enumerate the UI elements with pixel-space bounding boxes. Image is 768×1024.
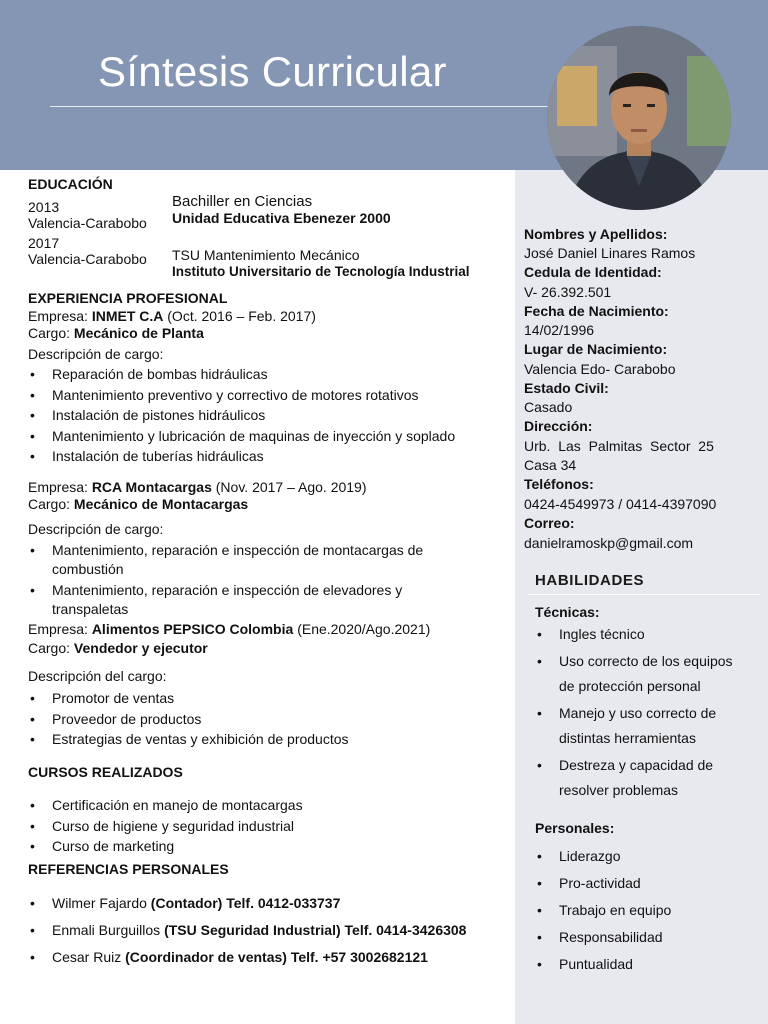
birthdate-value: 14/02/1996 bbox=[524, 322, 595, 338]
header-divider bbox=[50, 106, 550, 107]
name-value: José Daniel Linares Ramos bbox=[524, 245, 696, 261]
skill-line: Manejo y uso correcto de bbox=[559, 704, 717, 721]
job-desc-label: Descripción del cargo: bbox=[28, 668, 167, 684]
list-item bbox=[28, 920, 515, 940]
list-item: • Instalación de tuberías hidráulicas bbox=[28, 446, 508, 467]
skills-divider bbox=[528, 594, 760, 595]
name-label: Nombres y Apellidos: bbox=[524, 226, 668, 242]
reference-name: Enmali Burguillos bbox=[52, 922, 161, 938]
skill-line: Destreza y capacidad de bbox=[559, 756, 714, 773]
birthplace-label: Lugar de Nacimiento: bbox=[524, 341, 668, 357]
list-item: • Mantenimiento, reparación e inspección de montacargas de combustión bbox=[28, 541, 473, 579]
cargo-label: Cargo: bbox=[28, 496, 71, 512]
job-company: INMET C.A bbox=[91, 308, 164, 324]
list-item: • Proveedor de productos bbox=[28, 709, 508, 730]
id-value: V- 26.392.501 bbox=[524, 284, 612, 300]
list-item: • Trabajo en equipo bbox=[535, 897, 760, 924]
list-item bbox=[535, 701, 760, 752]
list-item: • Mantenimiento preventivo y correctivo de motores rotativos bbox=[28, 385, 508, 406]
reference-detail: (TSU Seguridad Industrial) Telf. 0414-3426308 bbox=[164, 922, 467, 938]
address-value: Urb. Las Palmitas Sector 25 bbox=[524, 438, 714, 454]
list-item: • Mantenimiento, reparación e inspección de elevadores y transpaletas bbox=[28, 581, 473, 619]
skill-line: Uso correcto de los equipos bbox=[559, 652, 733, 669]
list-item bbox=[28, 893, 515, 913]
education-place: Valencia-Carabobo bbox=[28, 215, 147, 231]
job-company: Alimentos PEPSICO Colombia bbox=[91, 621, 294, 637]
education-heading: EDUCACIÓN bbox=[28, 176, 113, 192]
list-item bbox=[28, 947, 515, 967]
job-task-list bbox=[28, 688, 508, 750]
job-role: Vendedor y ejecutor bbox=[73, 640, 208, 656]
list-item: • Mantenimiento y lubricación de maquinas de inyección y soplado bbox=[28, 426, 508, 447]
references-heading: REFERENCIAS PERSONALES bbox=[28, 861, 229, 877]
list-item bbox=[535, 753, 760, 804]
list-item: • Promotor de ventas bbox=[28, 688, 508, 709]
personal-skills-list bbox=[535, 843, 760, 978]
skill-line: resolver problemas bbox=[559, 782, 679, 798]
civil-status-value: Casado bbox=[524, 399, 573, 415]
skill-line: Ingles técnico bbox=[559, 626, 645, 642]
job-task-list bbox=[28, 364, 508, 467]
job-period: (Oct. 2016 – Feb. 2017) bbox=[167, 308, 316, 324]
cargo-label: Cargo: bbox=[28, 325, 71, 341]
job-role-line bbox=[28, 640, 208, 656]
education-place: Valencia-Carabobo bbox=[28, 251, 147, 267]
education-degree: Bachiller en Ciencias bbox=[172, 193, 313, 210]
cargo-label: Cargo: bbox=[28, 640, 71, 656]
job-role-line bbox=[28, 496, 248, 512]
empresa-label: Empresa: bbox=[28, 621, 88, 637]
profile-photo bbox=[547, 26, 731, 210]
reference-detail: (Coordinador de ventas) Telf. +57 3002682121 bbox=[125, 949, 428, 965]
birthplace-value: Valencia Edo- Carabobo bbox=[524, 361, 676, 377]
address-label: Dirección: bbox=[524, 418, 593, 434]
list-item: • Certificación en manejo de montacargas bbox=[28, 795, 508, 816]
empresa-label: Empresa: bbox=[28, 308, 88, 324]
id-label: Cedula de Identidad: bbox=[524, 264, 662, 280]
job-company-line bbox=[28, 621, 430, 637]
job-role: Mecánico de Montacargas bbox=[73, 496, 249, 512]
education-degree: TSU Mantenimiento Mecánico bbox=[172, 247, 360, 263]
list-item: • Liderazgo bbox=[535, 843, 760, 870]
technical-skills-list bbox=[535, 622, 760, 804]
list-item: • Pro-actividad bbox=[535, 870, 760, 897]
job-role-line bbox=[28, 325, 204, 341]
job-company-line bbox=[28, 308, 316, 324]
job-desc-label: Descripción de cargo: bbox=[28, 521, 164, 537]
birthdate-label: Fecha de Nacimiento: bbox=[524, 303, 669, 319]
civil-status-label: Estado Civil: bbox=[524, 380, 609, 396]
education-school: Unidad Educativa Ebenezer 2000 bbox=[172, 210, 391, 226]
list-item bbox=[535, 622, 760, 648]
reference-detail: (Contador) Telf. 0412-033737 bbox=[150, 895, 341, 911]
job-role: Mecánico de Planta bbox=[73, 325, 204, 341]
list-item: • Instalación de pistones hidráulicos bbox=[28, 405, 508, 426]
reference-name: Cesar Ruiz bbox=[52, 949, 122, 965]
address-value-2: Casa 34 bbox=[524, 457, 577, 473]
list-item: • Reparación de bombas hidráulicas bbox=[28, 364, 508, 385]
person-portrait-icon bbox=[547, 26, 731, 210]
list-item: • Responsabilidad bbox=[535, 924, 760, 951]
job-company-line bbox=[28, 479, 367, 495]
personal-skills-label: Personales: bbox=[535, 820, 615, 836]
empresa-label: Empresa: bbox=[28, 479, 88, 495]
job-task-list bbox=[28, 541, 473, 619]
references-list bbox=[28, 893, 515, 967]
skill-line: distintas herramientas bbox=[559, 730, 696, 746]
list-item: • Estrategias de ventas y exhibición de productos bbox=[28, 729, 508, 750]
email-label: Correo: bbox=[524, 515, 575, 531]
skill-line: de protección personal bbox=[559, 678, 701, 694]
technical-skills-label: Técnicas: bbox=[535, 604, 600, 620]
education-school: Instituto Universitario de Tecnología Industrial bbox=[172, 264, 470, 279]
job-period: (Nov. 2017 – Ago. 2019) bbox=[215, 479, 367, 495]
list-item bbox=[535, 649, 760, 700]
phones-label: Teléfonos: bbox=[524, 476, 594, 492]
experience-heading: EXPERIENCIA PROFESIONAL bbox=[28, 290, 228, 306]
education-year: 2017 bbox=[28, 235, 60, 251]
courses-heading: CURSOS REALIZADOS bbox=[28, 764, 183, 780]
job-period: (Ene.2020/Ago.2021) bbox=[297, 621, 431, 637]
list-item: • Curso de marketing bbox=[28, 836, 508, 857]
email-value[interactable]: danielramoskp@gmail.com bbox=[524, 535, 694, 551]
list-item: • Puntualidad bbox=[535, 951, 760, 978]
list-item: • Curso de higiene y seguridad industrial bbox=[28, 816, 508, 837]
phones-value: 0424-4549973 / 0414-4397090 bbox=[524, 496, 717, 512]
job-company: RCA Montacargas bbox=[91, 479, 212, 495]
courses-list bbox=[28, 795, 508, 857]
reference-name: Wilmer Fajardo bbox=[52, 895, 147, 911]
education-year: 2013 bbox=[28, 199, 60, 215]
page-title: Síntesis Curricular bbox=[98, 48, 447, 95]
skills-heading: HABILIDADES bbox=[535, 572, 645, 589]
job-desc-label: Descripción de cargo: bbox=[28, 346, 164, 362]
